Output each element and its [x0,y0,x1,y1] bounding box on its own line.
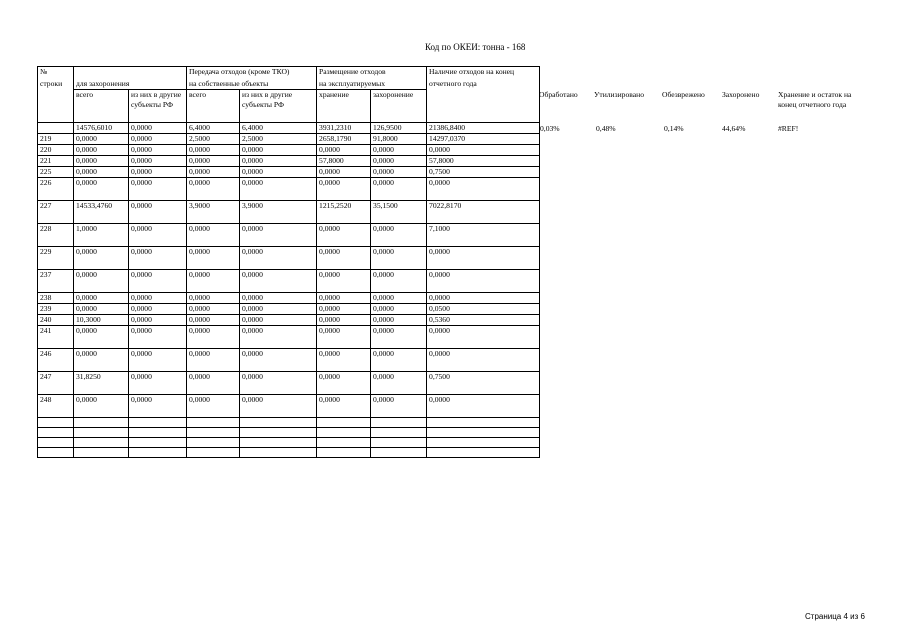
row-number-cell: 246 [38,349,74,372]
table-cell [74,448,129,458]
table-cell: 2658,1790 [317,134,371,145]
table-cell: 0,0000 [371,372,427,395]
row-number-cell: 241 [38,326,74,349]
row-number-cell [38,438,74,448]
header-row-no-2: строки [38,79,74,90]
table-cell: 0,0000 [187,293,240,304]
header-storage-remain: Хранение и остаток на конец отчетного года [778,90,852,109]
table-cell: 0,0000 [317,224,371,247]
table-cell: 3,9000 [240,201,317,224]
table-row [38,156,540,167]
table-cell: 0,0000 [371,395,427,418]
table-row [38,315,540,326]
table-row [38,349,540,372]
table-cell: 0,0000 [74,326,129,349]
table-cell: 0,0000 [240,372,317,395]
table-cell [427,448,540,458]
table-cell: 0,0000 [187,156,240,167]
table-cell: 0,0000 [317,395,371,418]
row-number-cell: 221 [38,156,74,167]
row-number-cell: 239 [38,304,74,315]
value-neutralized: 0,14% [664,124,684,133]
table-cell: 0,0000 [317,293,371,304]
page-number: Страница 4 из 6 [805,612,865,621]
table-cell: 0,0000 [129,167,187,178]
table-row [38,270,540,293]
table-cell: 0,0000 [74,247,129,270]
header-utilized: Утилизировано [594,90,644,99]
table-cell [317,428,371,438]
table-cell: 0,0000 [187,145,240,156]
table-cell: 0,0000 [427,326,540,349]
value-storage-remain: #REF! [778,124,799,133]
table-cell: 0,0000 [371,145,427,156]
table-cell [129,438,187,448]
table-cell: 0,0000 [240,349,317,372]
table-cell: 0,0000 [317,372,371,395]
table-cell: 0,0000 [427,270,540,293]
table-cell: 0,0000 [187,349,240,372]
table-cell: 0,0000 [317,326,371,349]
table-cell [129,428,187,438]
header-transfer-2: на собственные объекты [187,79,317,90]
table-cell [371,438,427,448]
table-cell: 0,0000 [129,156,187,167]
table-cell [371,448,427,458]
table-row [38,372,540,395]
table-cell: 0,0000 [240,315,317,326]
table-cell [74,428,129,438]
table-cell: 0,0000 [129,247,187,270]
table-cell: 0,0500 [427,304,540,315]
row-number-cell: 238 [38,293,74,304]
row-number-cell: 237 [38,270,74,293]
table-cell: 0,0000 [187,304,240,315]
table-cell [371,428,427,438]
table-cell: 0,0000 [74,395,129,418]
table-cell: 57,8000 [427,156,540,167]
table-cell: 0,0000 [74,156,129,167]
table-cell: 0,0000 [240,178,317,201]
table-cell: 0,0000 [129,145,187,156]
table-cell: 3931,2310 [317,123,371,134]
table-cell [187,448,240,458]
table-cell: 0,0000 [129,349,187,372]
table-cell: 0,0000 [187,270,240,293]
table-cell: 0,0000 [74,145,129,156]
table-cell: 14533,4760 [74,201,129,224]
table-cell: 14297,0370 [427,134,540,145]
table-cell: 0,0000 [371,326,427,349]
header-row-no: № [38,67,74,79]
table-cell: 0,0000 [187,167,240,178]
row-number-cell: 225 [38,167,74,178]
row-number-cell: 228 [38,224,74,247]
row-number-cell: 229 [38,247,74,270]
table-cell: 0,0000 [74,178,129,201]
header-storage: хранение [317,90,371,123]
row-number-cell: 240 [38,315,74,326]
table-cell: 0,0000 [317,315,371,326]
row-number-cell: 248 [38,395,74,418]
header-processed: Обработано [539,90,578,99]
table-cell: 0,0000 [129,178,187,201]
table-cell: 0,0000 [129,224,187,247]
table-cell [427,418,540,428]
table-cell: 2,5000 [187,134,240,145]
table-cell: 21386,8400 [427,123,540,134]
table-cell: 0,0000 [240,326,317,349]
table-cell: 0,0000 [129,304,187,315]
table-row [38,167,540,178]
table-cell [240,428,317,438]
table-cell: 0,0000 [240,167,317,178]
table-cell: 31,8250 [74,372,129,395]
table-cell [427,438,540,448]
row-number-cell: 219 [38,134,74,145]
table-cell: 0,0000 [240,304,317,315]
table-cell: 0,0000 [427,395,540,418]
table-row [38,428,540,438]
table-row [38,134,540,145]
table-row [38,326,540,349]
table-cell [427,428,540,438]
table-row [38,395,540,418]
table-cell: 0,0000 [371,270,427,293]
header-other-regions: из них в другие субъекты РФ [129,90,187,123]
table-row [38,178,540,201]
table-cell: 0,0000 [129,395,187,418]
table-cell: 6,4000 [240,123,317,134]
table-row [38,224,540,247]
header-burial-2: захоронение [371,90,427,123]
row-number-cell: 247 [38,372,74,395]
table-cell [317,438,371,448]
table-cell: 0,0000 [317,270,371,293]
table-cell: 0,0000 [371,304,427,315]
table-cell: 0,5360 [427,315,540,326]
table-cell: 0,0000 [74,134,129,145]
table-row [38,418,540,428]
table-cell [187,438,240,448]
table-row [38,145,540,156]
table-cell: 0,0000 [187,315,240,326]
row-number-cell [38,123,74,134]
table-cell [187,418,240,428]
table-cell: 0,0000 [317,145,371,156]
table-cell: 0,0000 [187,247,240,270]
table-cell: 0,0000 [317,247,371,270]
table-cell [317,448,371,458]
value-processed: 0,03% [540,124,560,133]
table-cell: 1,0000 [74,224,129,247]
table-cell: 0,0000 [371,178,427,201]
table-cell [129,448,187,458]
table-cell [74,418,129,428]
table-cell [371,418,427,428]
header-stock: Наличие отходов на конец [427,67,540,79]
table-cell: 3,9000 [187,201,240,224]
table-cell: 0,0000 [129,123,187,134]
table-cell: 0,0000 [187,326,240,349]
header-placement-2: на эксплуатируемых [317,79,427,90]
header-burial: для захоронения [74,79,187,90]
value-buried: 44,64% [722,124,746,133]
table-cell: 0,0000 [240,224,317,247]
table-cell: 0,0000 [187,178,240,201]
table-cell: 0,0000 [371,315,427,326]
table-cell: 0,0000 [187,395,240,418]
row-number-cell [38,418,74,428]
table-cell [74,438,129,448]
table-cell: 0,0000 [129,326,187,349]
table-cell: 0,0000 [240,247,317,270]
table-cell: 57,8000 [317,156,371,167]
table-cell: 0,0000 [129,293,187,304]
table-cell: 0,0000 [427,247,540,270]
table-cell: 126,9500 [371,123,427,134]
table-row [38,201,540,224]
table-cell: 0,0000 [240,145,317,156]
table-cell: 0,0000 [371,224,427,247]
table-cell: 0,0000 [74,167,129,178]
table-cell: 35,1500 [371,201,427,224]
table-cell [187,428,240,438]
table-cell: 0,7500 [427,167,540,178]
table-cell: 0,0000 [317,304,371,315]
table-cell: 0,0000 [74,270,129,293]
header-stock-2: отчетного года [427,79,540,90]
table-cell: 0,0000 [129,270,187,293]
table-cell: 0,0000 [240,395,317,418]
table-cell: 0,0000 [427,293,540,304]
table-cell: 0,0000 [240,270,317,293]
table-cell: 1215,2520 [317,201,371,224]
table-cell: 10,3000 [74,315,129,326]
header-buried: Захоронено [722,90,760,99]
table-row [38,438,540,448]
table-cell: 0,0000 [240,156,317,167]
row-number-cell: 226 [38,178,74,201]
header-other-regions-2: из них в другие субъекты РФ [240,90,317,123]
table-cell [317,418,371,428]
header-neutralized: Обезврежено [662,90,705,99]
table-cell: 6,4000 [187,123,240,134]
table-cell: 0,0000 [187,224,240,247]
table-row [38,123,540,134]
table-cell: 7022,8170 [427,201,540,224]
table-cell: 0,0000 [427,349,540,372]
row-number-cell: 220 [38,145,74,156]
table-cell: 0,0000 [317,349,371,372]
table-cell: 0,0000 [74,293,129,304]
table-cell: 0,0000 [317,178,371,201]
header-transfer: Передача отходов (кроме ТКО) [187,67,317,79]
table-cell: 0,0000 [371,247,427,270]
table-cell: 0,0000 [129,134,187,145]
table-cell [240,448,317,458]
table-cell: 0,7500 [427,372,540,395]
table-cell: 0,0000 [371,349,427,372]
header-total-2: всего [187,90,240,123]
header-burial-top [74,67,187,79]
table-cell: 7,1000 [427,224,540,247]
table-cell: 0,0000 [317,167,371,178]
table-cell [129,418,187,428]
row-number-cell: 227 [38,201,74,224]
table-cell: 0,0000 [240,293,317,304]
table-cell: 0,0000 [371,156,427,167]
waste-table [37,66,540,458]
header-total: всего [74,90,129,123]
table-cell: 0,0000 [129,372,187,395]
table-cell: 2,5000 [240,134,317,145]
table-cell [240,438,317,448]
row-number-cell [38,428,74,438]
table-cell: 0,0000 [74,349,129,372]
table-cell: 0,0000 [74,304,129,315]
table-cell: 0,0000 [129,201,187,224]
table-row [38,247,540,270]
table-cell [240,418,317,428]
table-cell: 14576,6010 [74,123,129,134]
table-cell: 0,0000 [427,145,540,156]
table-cell: 0,0000 [371,293,427,304]
table-cell: 0,0000 [187,372,240,395]
header-placement: Размещение отходов [317,67,427,79]
table-cell: 0,0000 [371,167,427,178]
table-cell: 91,8000 [371,134,427,145]
table-row [38,304,540,315]
table-row [38,293,540,304]
okei-code: Код по ОКЕИ: тонна - 168 [425,42,526,52]
value-utilized: 0,48% [596,124,616,133]
row-number-cell [38,448,74,458]
table-row [38,448,540,458]
table-cell: 0,0000 [129,315,187,326]
table-cell: 0,0000 [427,178,540,201]
